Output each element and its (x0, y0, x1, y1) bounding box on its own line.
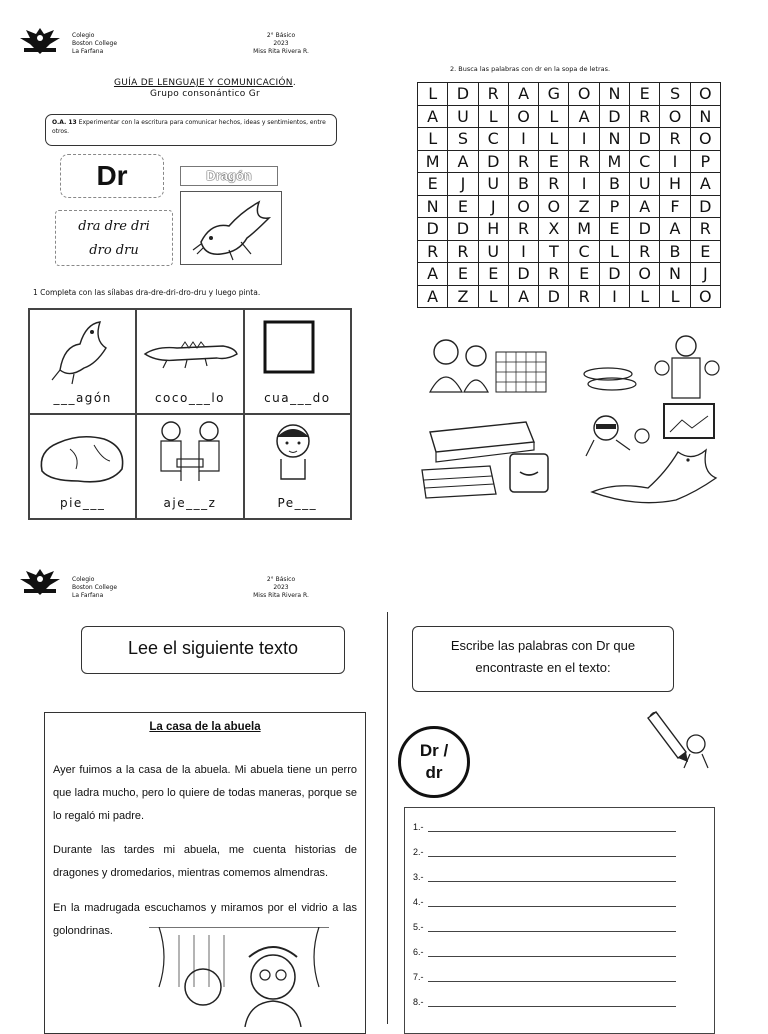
school-line: La Farfana (72, 48, 104, 55)
guide-title: GUÍA DE LENGUAJE Y COMUNICACIÓN (113, 78, 293, 88)
bricks-icon (422, 466, 496, 498)
course-line: 2° Básico (266, 576, 296, 583)
word-search-letter: E (599, 218, 629, 241)
word-search-letter: A (569, 105, 599, 128)
course-info (250, 576, 312, 600)
dragon-illustration (180, 191, 282, 265)
answer-line-number: 3.- (413, 872, 424, 882)
objective-code: O.A. 13 (52, 119, 77, 126)
word-search-letter: R (569, 150, 599, 173)
answer-line-number: 4.- (413, 897, 424, 907)
school-info (72, 576, 117, 600)
objective-text: Experimentar con la escritura para comunicar hechos, ideas y sentimientos, entre otros. (52, 119, 326, 135)
answer-line[interactable] (413, 997, 676, 1007)
word-search-row (418, 128, 721, 151)
word-search-letter: I (508, 240, 538, 263)
word-search-letter: D (418, 218, 448, 241)
answer-line[interactable] (413, 897, 676, 907)
thief-icon (586, 416, 649, 456)
school-line: Colegio (72, 576, 95, 583)
chessboard-icon (496, 352, 546, 392)
story-box (44, 712, 366, 1034)
word-search-letter: I (569, 173, 599, 196)
word-search-letter: I (508, 128, 538, 151)
fill-word: coco___lo (154, 391, 226, 405)
word-search-letter: H (478, 218, 508, 241)
word-search-row (418, 240, 721, 263)
answer-rule[interactable] (428, 856, 676, 857)
course-line: 2° Básico (266, 32, 296, 39)
answer-lines-box (404, 807, 715, 1034)
word-search-letter: A (690, 173, 720, 196)
dr-circle-line: dr (425, 763, 443, 782)
answer-rule[interactable] (428, 881, 676, 882)
answer-line-number: 6.- (413, 947, 424, 957)
word-search-letter: E (569, 263, 599, 286)
word-search-letter: A (508, 83, 538, 106)
word-search-letter: E (690, 240, 720, 263)
dr-circle-line: Dr / (419, 741, 449, 760)
word-search-letter: P (690, 150, 720, 173)
big-letters-card: Dr (60, 154, 164, 198)
writing-title-box (412, 626, 674, 692)
writing-title-line: encontraste en el texto: (475, 660, 611, 675)
almonds-icon (584, 368, 636, 390)
word-search-letter: D (630, 218, 660, 241)
school-line: La Farfana (72, 592, 104, 599)
exercise-cell-square (244, 309, 351, 414)
word-search-letter: I (599, 285, 629, 308)
exercise-cell-crocodile (136, 309, 243, 414)
word-search-letter: N (599, 83, 629, 106)
answer-line[interactable] (413, 872, 676, 882)
word-search-letter: R (569, 285, 599, 308)
word-search-letter: L (418, 128, 448, 151)
word-search-letter: O (508, 105, 538, 128)
guide-subtitle: Grupo consonántico Gr (149, 89, 261, 99)
word-search-letter: L (539, 128, 569, 151)
word-search-row (418, 263, 721, 286)
word-search-letter: S (448, 128, 478, 151)
dragon-icon (592, 450, 716, 503)
answer-line-number: 8.- (413, 997, 424, 1007)
word-search-letter: E (539, 150, 569, 173)
word-search-letter: O (508, 195, 538, 218)
crocodile-icon (137, 310, 243, 390)
answer-line-number: 7.- (413, 972, 424, 982)
word-search-letter: P (599, 195, 629, 218)
word-search-letter: D (508, 263, 538, 286)
word-search-letter: J (690, 263, 720, 286)
word-search-letter: D (690, 195, 720, 218)
boy-icon (245, 415, 351, 495)
word-search-letter: E (418, 173, 448, 196)
exercise-cell-stone (29, 414, 136, 519)
word-search-letter: R (418, 240, 448, 263)
answer-line[interactable] (413, 922, 676, 932)
word-search-letter: U (478, 173, 508, 196)
word-search-letter: R (630, 105, 660, 128)
word-search-letter: A (448, 150, 478, 173)
square-icon (245, 310, 351, 390)
guide-title-suffix: . (292, 78, 297, 88)
course-info (250, 32, 312, 56)
fill-word: aje___z (163, 496, 217, 510)
word-search-letter: C (478, 128, 508, 151)
word-search-letter: A (660, 218, 690, 241)
word-search-letter: R (478, 83, 508, 106)
school-line: Boston College (72, 40, 118, 47)
answer-line-number: 2.- (413, 847, 424, 857)
answer-rule[interactable] (428, 906, 676, 907)
word-search-letter: U (448, 105, 478, 128)
objective-box (45, 114, 337, 146)
word-search-letter: R (690, 218, 720, 241)
answer-rule[interactable] (428, 981, 676, 982)
dragon-word-label: Dragón (180, 166, 278, 186)
fill-word: pie___ (59, 496, 106, 510)
chess-players-icon (137, 415, 243, 495)
word-search-letter: R (539, 263, 569, 286)
school-crest-logo (16, 24, 64, 58)
word-search-letter: O (539, 195, 569, 218)
school-info (72, 32, 117, 56)
word-search-letter: R (630, 240, 660, 263)
word-search-letter: O (690, 285, 720, 308)
fill-word: Pe___ (277, 496, 318, 510)
window-frame-icon (664, 404, 714, 438)
word-search-letter: M (599, 150, 629, 173)
answer-rule[interactable] (428, 831, 676, 832)
word-search-letter: L (539, 105, 569, 128)
word-search-letter: E (448, 263, 478, 286)
word-search-letter: U (630, 173, 660, 196)
word-search-letter: A (418, 263, 448, 286)
word-search-letter: S (660, 83, 690, 106)
word-search-letter: D (448, 218, 478, 241)
guide-title-block (110, 78, 300, 100)
word-search-letter: L (478, 105, 508, 128)
word-search-row (418, 285, 721, 308)
reading-title-box (81, 626, 345, 674)
word-search-letter: D (599, 263, 629, 286)
reading-title: Lee el siguiente texto (127, 638, 299, 658)
course-line: 2023 (273, 40, 289, 47)
word-search-letter: G (539, 83, 569, 106)
word-search-letter: U (478, 240, 508, 263)
writing-title-line: Escribe las palabras con Dr que (450, 638, 636, 653)
word-search-row (418, 83, 721, 106)
answer-line[interactable] (413, 947, 676, 957)
word-search-letter: D (599, 105, 629, 128)
word-search-grid (417, 82, 721, 308)
course-line: Miss Rita Rivera R. (253, 592, 309, 599)
word-search-letter: N (418, 195, 448, 218)
story-paragraph: Ayer fuimos a la casa de la abuela. Mi abuela tiene un perro que ladra mucho, pero lo quiere de todas maneras, porque se lo regaló mi padre. (53, 764, 357, 822)
syllables-row: dro dru (89, 243, 139, 258)
word-search-letter: N (599, 128, 629, 151)
word-search-row (418, 150, 721, 173)
exercise2-instruction: 2. Busca las palabras con dr en la sopa de letras. (450, 65, 611, 73)
word-search-letter: R (448, 240, 478, 263)
word-search-letter: E (630, 83, 660, 106)
word-search-letter: I (660, 150, 690, 173)
word-search-letter: X (539, 218, 569, 241)
story-title: La casa de la abuela (149, 721, 261, 733)
word-search-letter: D (539, 285, 569, 308)
grandparents-icon (430, 340, 488, 392)
answer-rule[interactable] (428, 956, 676, 957)
word-search-letter: O (630, 263, 660, 286)
exercise-cell-chess-players (136, 414, 243, 519)
exercise-cell-boy (244, 414, 351, 519)
word-search-letter: A (418, 105, 448, 128)
word-search-letter: L (478, 285, 508, 308)
exercise1-grid (28, 308, 352, 520)
fill-word: ___agón (53, 391, 112, 405)
word-search-letter: D (448, 83, 478, 106)
word-search-letter: O (690, 83, 720, 106)
word-search-letter: O (569, 83, 599, 106)
word-search-letter: L (599, 240, 629, 263)
school-line: Boston College (72, 584, 118, 591)
word-search-row (418, 105, 721, 128)
word-search-letter: N (690, 105, 720, 128)
course-line: 2023 (273, 584, 289, 591)
course-line: Miss Rita Rivera R. (253, 48, 309, 55)
answer-line[interactable] (413, 972, 676, 982)
word-search-letter: I (569, 128, 599, 151)
answer-line[interactable] (413, 847, 676, 857)
exercise-cell-dragon (29, 309, 136, 414)
word-search-letter: C (630, 150, 660, 173)
word-search-letter: J (478, 195, 508, 218)
dragon-icon (30, 310, 136, 390)
syllables-card (55, 210, 173, 266)
word-search-letter: M (418, 150, 448, 173)
word-search-letter: A (418, 285, 448, 308)
word-search-letter: L (418, 83, 448, 106)
bed-icon (430, 422, 534, 462)
word-search-letter: O (660, 105, 690, 128)
pencil-character-icon (640, 708, 716, 772)
answer-line-number: 1.- (413, 822, 424, 832)
fill-word: cua___do (264, 391, 331, 405)
word-search-letter: E (448, 195, 478, 218)
story-paragraph: Durante las tardes mi abuela, me cuenta historias de dragones y dromedarios, mientras comemos almendras. (53, 844, 357, 879)
word-search-letter: C (569, 240, 599, 263)
syllables-row: dra dre dri (78, 219, 150, 234)
word-search-row (418, 195, 721, 218)
grandmother-and-child-illustration (149, 927, 329, 1027)
school-crest-logo (16, 565, 64, 599)
word-search-letter: R (508, 150, 538, 173)
word-search-letter: N (660, 263, 690, 286)
answer-line-number: 5.- (413, 922, 424, 932)
word-search-letter: R (508, 218, 538, 241)
word-search-illustrations (416, 332, 736, 512)
word-search-row (418, 173, 721, 196)
word-search-letter: R (539, 173, 569, 196)
stone-icon (30, 415, 136, 495)
school-line: Colegio (72, 32, 95, 39)
word-search-letter: L (630, 285, 660, 308)
word-search-letter: E (478, 263, 508, 286)
word-search-letter: D (478, 150, 508, 173)
answer-rule[interactable] (428, 931, 676, 932)
word-search-letter: M (569, 218, 599, 241)
word-search-letter: Z (569, 195, 599, 218)
word-search-letter: L (660, 285, 690, 308)
word-search-letter: O (690, 128, 720, 151)
word-search-letter: D (630, 128, 660, 151)
answer-line[interactable] (413, 822, 676, 832)
page-divider (387, 612, 388, 1024)
word-search-letter: J (448, 173, 478, 196)
word-search-letter: R (660, 128, 690, 151)
word-search-letter: A (508, 285, 538, 308)
word-search-letter: F (660, 195, 690, 218)
mug-icon (510, 454, 548, 492)
word-search-letter: B (660, 240, 690, 263)
word-search-letter: H (660, 173, 690, 196)
word-search-letter: T (539, 240, 569, 263)
dr-circle-label (398, 726, 470, 798)
story-paragraph: En la madrugada escuchamos y miramos por el vidrio a las golondrinas. (53, 902, 357, 937)
word-search-letter: A (630, 195, 660, 218)
answer-rule[interactable] (428, 1006, 676, 1007)
word-search-letter: B (508, 173, 538, 196)
exercise1-instruction: 1 Completa con las sílabas dra-dre-dri-dro-dru y luego pinta. (33, 288, 261, 297)
word-search-letter: Z (448, 285, 478, 308)
word-search-row (418, 218, 721, 241)
word-search-letter: B (599, 173, 629, 196)
father-and-children-icon (655, 336, 719, 398)
